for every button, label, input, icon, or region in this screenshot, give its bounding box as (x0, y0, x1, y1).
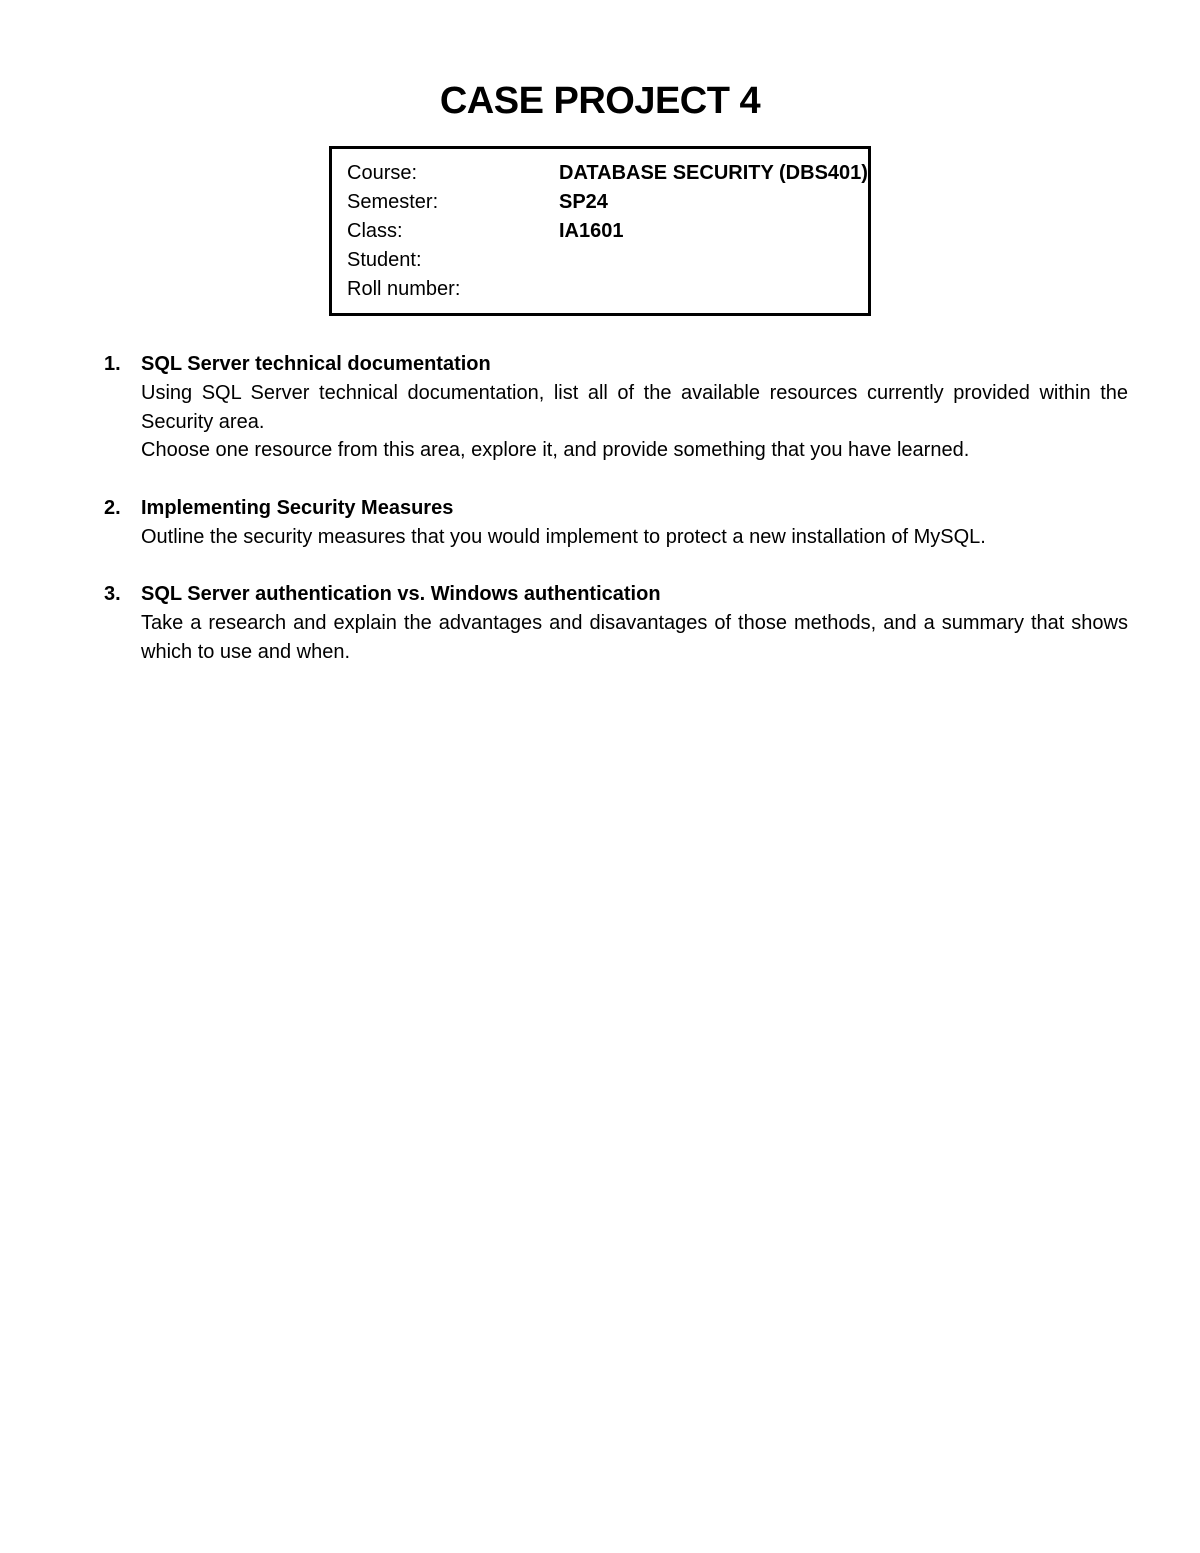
course-row (347, 159, 868, 188)
class-row (347, 217, 857, 246)
task-number: 3. (104, 583, 121, 605)
task-heading: SQL Server technical documentation (141, 353, 491, 375)
student-row (347, 246, 857, 275)
course-info-box (329, 146, 871, 316)
task-body (141, 609, 1128, 666)
page-title: CASE PROJECT 4 (439, 80, 761, 122)
course-value: DATABASE SECURITY (DBS401) (559, 162, 868, 184)
semester-label: Semester: (347, 191, 439, 213)
task-body (141, 523, 1128, 552)
task-heading: SQL Server authentication vs. Windows authentication (141, 583, 661, 605)
task-heading: Implementing Security Measures (141, 497, 454, 519)
task-number: 1. (104, 353, 121, 375)
task-paragraph: Choose one resource from this area, explore it, and provide something that you have learned. (141, 439, 970, 461)
semester-value: SP24 (559, 191, 608, 213)
student-label: Student: (347, 249, 422, 271)
task-number: 2. (104, 497, 121, 519)
roll-number-row (347, 275, 857, 304)
task-body (141, 379, 1128, 465)
class-label: Class: (347, 220, 403, 242)
semester-row (347, 188, 857, 217)
task-paragraph: Take a research and explain the advantages and disavantages of those methods, and a summary that shows which to use and when. (141, 612, 1128, 663)
course-label: Course: (347, 162, 418, 184)
roll-number-label: Roll number: (347, 278, 461, 300)
class-value: IA1601 (559, 220, 624, 242)
task-paragraph: Using SQL Server technical documentation, list all of the available resources currently provided within the Security area. (141, 382, 1128, 433)
task-paragraph: Outline the security measures that you would implement to protect a new installation of MySQL. (141, 526, 986, 548)
